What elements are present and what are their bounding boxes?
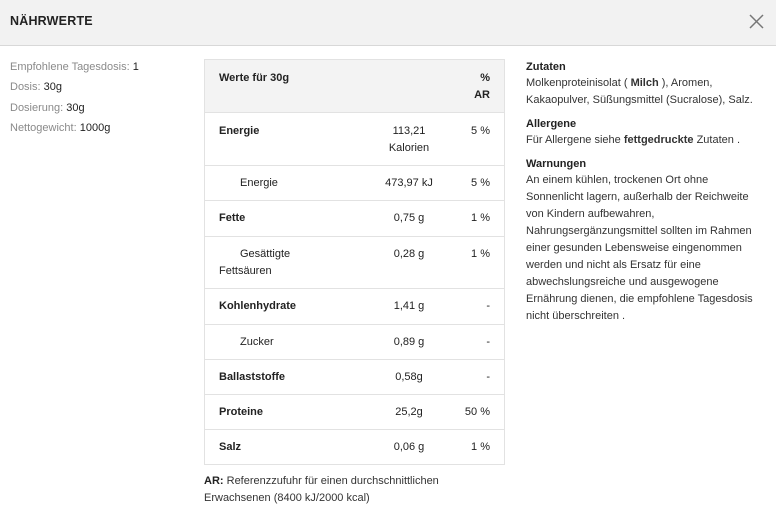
table-row <box>205 165 504 200</box>
table-row <box>205 112 504 165</box>
row-name: Kohlenhydrate <box>219 300 297 312</box>
ingredients-text-pre: Molkenproteinisolat ( <box>526 77 631 89</box>
summary-label: Dosierung: <box>10 101 64 114</box>
ingredients-title: Zutaten <box>526 61 566 73</box>
row-name: Salz <box>219 441 242 453</box>
summary-row-net-weight <box>10 122 195 142</box>
row-name: Fette <box>219 212 246 224</box>
row-amount: 0,75 g <box>393 212 425 224</box>
footnote-text: Referenzzufuhr für einen durchschnittlichen Erwachsenen (8400 kJ/2000 kcal) <box>204 475 439 504</box>
summary-row-daily-dose <box>10 61 195 81</box>
row-amount: 25,2g <box>395 406 423 418</box>
row-name-line-1: Gesättigte <box>240 248 291 260</box>
column-header-ar-label: AR <box>474 89 490 101</box>
ingredients-text-post: ), Aromen, Kakaopulver, Süßungsmittel (Sucralose), Salz. <box>526 77 753 106</box>
ingredients-section <box>526 59 766 109</box>
summary-label: Dosis: <box>10 81 41 94</box>
allergens-title: Allergene <box>526 118 577 130</box>
row-amount: 0,06 g <box>393 441 425 453</box>
summary-label: Empfohlene Tagesdosis: <box>10 61 130 73</box>
row-name: Proteine <box>219 406 264 418</box>
row-ar: - <box>486 371 490 383</box>
dosage-summary <box>10 61 195 142</box>
table-header <box>205 60 504 112</box>
row-ar: - <box>486 336 490 348</box>
row-amount-value: 113,21 <box>392 125 426 137</box>
table-row <box>205 359 504 394</box>
allergens-text <box>526 132 766 149</box>
summary-row-dose <box>10 81 195 101</box>
row-ar: - <box>486 300 490 312</box>
modal-title: NÄHRWERTE <box>10 14 93 28</box>
summary-label: Nettogewicht: <box>10 121 77 134</box>
row-name <box>219 246 359 280</box>
row-name: Energie <box>219 125 260 137</box>
allergens-section <box>526 116 766 149</box>
row-name: Ballaststoffe <box>219 371 286 383</box>
column-header-ar-percent: % <box>480 72 490 84</box>
row-name: Energie <box>240 177 278 189</box>
allergens-text-pre: Für Allergene siehe <box>526 134 624 146</box>
row-name-line-2: Fettsäuren <box>219 265 272 277</box>
allergens-bold-word: fettgedruckte <box>623 134 694 146</box>
warnings-text: An einem kühlen, trockenen Ort ohne Sonnenlicht lagern, außerhalb der Reichweite von Kindern aufbewahren, Nahrungsergänzungsmittel sollten im Rahmen einer gesunden Lebensweise eingenommen werden und nicht als Ersatz für eine abwechslungsreiche und ausgewogene Ernährung dienen, die empfohlene Tagesdosis nicht überschreiten . <box>526 174 753 322</box>
row-ar: 1 % <box>471 248 490 260</box>
allergens-text-post: Zutaten . <box>693 134 741 146</box>
close-button[interactable] <box>748 13 765 30</box>
summary-value: 30g <box>43 81 62 94</box>
summary-value: 1000g <box>79 121 111 134</box>
column-header-ar <box>450 70 490 104</box>
table-row <box>205 429 504 464</box>
row-amount <box>370 123 448 157</box>
ingredients-text <box>526 75 766 109</box>
row-amount: 0,58g <box>395 371 423 383</box>
table-row <box>205 288 504 324</box>
row-name: Zucker <box>240 336 274 348</box>
summary-value: 30g <box>66 101 85 114</box>
row-ar: 5 % <box>471 125 490 137</box>
row-amount-unit: Kalorien <box>388 142 430 154</box>
row-amount: 1,41 g <box>393 300 425 312</box>
table-row <box>205 394 504 429</box>
summary-value: 1 <box>132 61 139 73</box>
modal-header <box>0 0 776 46</box>
row-amount: 0,28 g <box>393 248 425 260</box>
table-row <box>205 324 504 359</box>
row-ar: 1 % <box>471 212 490 224</box>
column-header-name: Werte für 30g <box>219 72 290 84</box>
row-ar: 50 % <box>464 406 490 418</box>
row-ar: 5 % <box>471 177 490 189</box>
row-amount: 473,97 kJ <box>385 177 433 189</box>
row-ar: 1 % <box>471 441 490 453</box>
ar-footnote <box>204 473 494 507</box>
product-info <box>526 59 766 332</box>
summary-row-dosage <box>10 102 195 122</box>
ingredients-allergen: Milch <box>630 77 659 89</box>
warnings-title: Warnungen <box>526 158 587 170</box>
table-row <box>205 236 504 288</box>
nutrition-table <box>204 59 505 465</box>
row-amount: 0,89 g <box>393 336 425 348</box>
close-icon <box>748 13 765 30</box>
footnote-label: AR: <box>204 475 224 487</box>
table-row <box>205 200 504 236</box>
warnings-section <box>526 156 766 325</box>
